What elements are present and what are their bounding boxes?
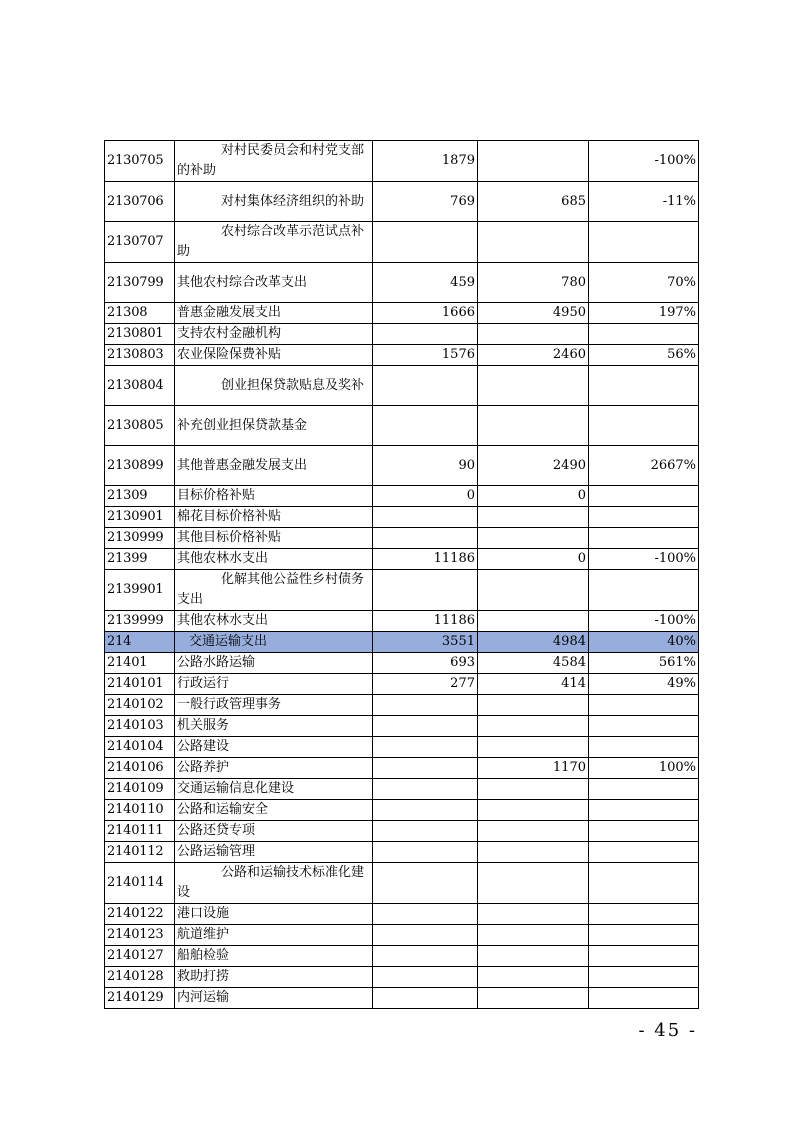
- current-year-value: [478, 946, 589, 967]
- item-code: 2140122: [105, 904, 175, 925]
- item-code: 2140114: [105, 863, 175, 904]
- item-name: 港口设施: [175, 904, 373, 925]
- item-code: 2139999: [105, 611, 175, 632]
- prior-year-value: [373, 800, 478, 821]
- prior-year-value: [373, 324, 478, 345]
- item-code: 2140101: [105, 674, 175, 695]
- item-name: 公路养护: [175, 758, 373, 779]
- prior-year-value: [373, 570, 478, 611]
- current-year-value: [478, 716, 589, 737]
- table-row: [105, 904, 699, 925]
- item-code: 2140102: [105, 695, 175, 716]
- prior-year-value: [373, 716, 478, 737]
- change-percent: [589, 366, 699, 406]
- current-year-value: [478, 967, 589, 988]
- item-code: 2130799: [105, 263, 175, 303]
- change-percent: 40%: [589, 632, 699, 653]
- item-code: 2140123: [105, 925, 175, 946]
- prior-year-value: [373, 904, 478, 925]
- item-code: 214: [105, 632, 175, 653]
- item-code: 2130705: [105, 141, 175, 182]
- prior-year-value: [373, 695, 478, 716]
- page-number: - 45 -: [638, 1020, 697, 1041]
- table-row: [105, 549, 699, 570]
- table-row: [105, 141, 699, 182]
- change-percent: [589, 528, 699, 549]
- item-name: 公路和运输安全: [175, 800, 373, 821]
- current-year-value: [478, 988, 589, 1009]
- table-row: [105, 446, 699, 486]
- change-percent: [589, 570, 699, 611]
- prior-year-value: 11186: [373, 611, 478, 632]
- change-percent: [589, 737, 699, 758]
- current-year-value: [478, 222, 589, 263]
- change-percent: [589, 842, 699, 863]
- item-name: 其他农林水支出: [175, 549, 373, 570]
- item-code: 2140106: [105, 758, 175, 779]
- prior-year-value: [373, 758, 478, 779]
- item-name: 交通运输信息化建设: [175, 779, 373, 800]
- budget-table: [104, 140, 699, 1009]
- prior-year-value: 769: [373, 182, 478, 222]
- table-row: [105, 737, 699, 758]
- prior-year-value: 1879: [373, 141, 478, 182]
- prior-year-value: 459: [373, 263, 478, 303]
- item-code: 2130899: [105, 446, 175, 486]
- change-percent: [589, 222, 699, 263]
- change-percent: 56%: [589, 345, 699, 366]
- current-year-value: [478, 842, 589, 863]
- prior-year-value: 3551: [373, 632, 478, 653]
- change-percent: -100%: [589, 611, 699, 632]
- item-name: 对村民委员会和村党支部的补助: [175, 141, 373, 182]
- current-year-value: 4584: [478, 653, 589, 674]
- current-year-value: [478, 406, 589, 446]
- item-code: 2140104: [105, 737, 175, 758]
- change-percent: 2667%: [589, 446, 699, 486]
- current-year-value: [478, 141, 589, 182]
- item-name: 目标价格补贴: [175, 486, 373, 507]
- item-code: 2139901: [105, 570, 175, 611]
- table-row: [105, 695, 699, 716]
- item-name: 支持农村金融机构: [175, 324, 373, 345]
- current-year-value: 4984: [478, 632, 589, 653]
- change-percent: [589, 925, 699, 946]
- current-year-value: [478, 695, 589, 716]
- current-year-value: 1170: [478, 758, 589, 779]
- current-year-value: [478, 863, 589, 904]
- prior-year-value: [373, 406, 478, 446]
- change-percent: [589, 946, 699, 967]
- item-name: 化解其他公益性乡村债务支出: [175, 570, 373, 611]
- item-code: 2140111: [105, 821, 175, 842]
- prior-year-value: 0: [373, 486, 478, 507]
- prior-year-value: [373, 842, 478, 863]
- current-year-value: [478, 904, 589, 925]
- item-code: 21401: [105, 653, 175, 674]
- current-year-value: 414: [478, 674, 589, 695]
- prior-year-value: 1576: [373, 345, 478, 366]
- item-code: 2140109: [105, 779, 175, 800]
- item-code: 2130901: [105, 507, 175, 528]
- prior-year-value: [373, 946, 478, 967]
- current-year-value: 685: [478, 182, 589, 222]
- table-row: [105, 222, 699, 263]
- item-code: 21309: [105, 486, 175, 507]
- current-year-value: [478, 779, 589, 800]
- change-percent: [589, 779, 699, 800]
- prior-year-value: [373, 507, 478, 528]
- current-year-value: 4950: [478, 303, 589, 324]
- item-name: 普惠金融发展支出: [175, 303, 373, 324]
- table-row: [105, 632, 699, 653]
- current-year-value: [478, 528, 589, 549]
- change-percent: [589, 988, 699, 1009]
- item-name: 农业保险保费补贴: [175, 345, 373, 366]
- current-year-value: [478, 507, 589, 528]
- item-code: 2130804: [105, 366, 175, 406]
- table-row: [105, 366, 699, 406]
- item-code: 2130805: [105, 406, 175, 446]
- item-code: 2130801: [105, 324, 175, 345]
- item-code: 2140112: [105, 842, 175, 863]
- table-row: [105, 821, 699, 842]
- prior-year-value: 11186: [373, 549, 478, 570]
- current-year-value: 0: [478, 549, 589, 570]
- table-row: [105, 345, 699, 366]
- current-year-value: [478, 611, 589, 632]
- change-percent: 70%: [589, 263, 699, 303]
- change-percent: [589, 695, 699, 716]
- prior-year-value: [373, 988, 478, 1009]
- item-code: 2140103: [105, 716, 175, 737]
- current-year-value: [478, 821, 589, 842]
- change-percent: [589, 324, 699, 345]
- table-row: [105, 674, 699, 695]
- prior-year-value: [373, 925, 478, 946]
- item-code: 2140128: [105, 967, 175, 988]
- change-percent: [589, 863, 699, 904]
- table-row: [105, 570, 699, 611]
- item-name: 机关服务: [175, 716, 373, 737]
- prior-year-value: [373, 222, 478, 263]
- current-year-value: [478, 925, 589, 946]
- change-percent: -100%: [589, 549, 699, 570]
- table-row: [105, 716, 699, 737]
- change-percent: [589, 967, 699, 988]
- item-code: 21399: [105, 549, 175, 570]
- table-row: [105, 779, 699, 800]
- prior-year-value: [373, 967, 478, 988]
- change-percent: [589, 406, 699, 446]
- budget-table-body: [105, 141, 699, 1009]
- change-percent: [589, 821, 699, 842]
- item-name: 棉花目标价格补贴: [175, 507, 373, 528]
- item-name: 农村综合改革示范试点补助: [175, 222, 373, 263]
- table-row: [105, 925, 699, 946]
- current-year-value: [478, 570, 589, 611]
- table-row: [105, 507, 699, 528]
- item-name: 对村集体经济组织的补助: [175, 182, 373, 222]
- prior-year-value: [373, 863, 478, 904]
- item-name: 公路水路运输: [175, 653, 373, 674]
- item-name: 公路还贷专项: [175, 821, 373, 842]
- current-year-value: [478, 800, 589, 821]
- table-row: [105, 653, 699, 674]
- item-name: 航道维护: [175, 925, 373, 946]
- item-code: 2130707: [105, 222, 175, 263]
- prior-year-value: [373, 779, 478, 800]
- item-code: 21308: [105, 303, 175, 324]
- prior-year-value: [373, 528, 478, 549]
- item-name: 行政运行: [175, 674, 373, 695]
- item-name: 其他普惠金融发展支出: [175, 446, 373, 486]
- table-row: [105, 486, 699, 507]
- prior-year-value: 277: [373, 674, 478, 695]
- item-code: 2140110: [105, 800, 175, 821]
- prior-year-value: 693: [373, 653, 478, 674]
- table-row: [105, 988, 699, 1009]
- item-name: 公路建设: [175, 737, 373, 758]
- item-code: 2140129: [105, 988, 175, 1009]
- item-name: 救助打捞: [175, 967, 373, 988]
- item-name: 其他目标价格补贴: [175, 528, 373, 549]
- table-row: [105, 800, 699, 821]
- item-name: 其他农林水支出: [175, 611, 373, 632]
- table-row: [105, 758, 699, 779]
- table-row: [105, 611, 699, 632]
- change-percent: -100%: [589, 141, 699, 182]
- current-year-value: 780: [478, 263, 589, 303]
- item-code: 2140127: [105, 946, 175, 967]
- table-row: [105, 303, 699, 324]
- change-percent: 561%: [589, 653, 699, 674]
- item-name: 其他农村综合改革支出: [175, 263, 373, 303]
- prior-year-value: 90: [373, 446, 478, 486]
- item-name: 创业担保贷款贴息及奖补: [175, 366, 373, 406]
- change-percent: [589, 507, 699, 528]
- item-name: 公路运输管理: [175, 842, 373, 863]
- current-year-value: 2460: [478, 345, 589, 366]
- current-year-value: 2490: [478, 446, 589, 486]
- table-row: [105, 406, 699, 446]
- current-year-value: 0: [478, 486, 589, 507]
- item-name: 交通运输支出: [175, 632, 373, 653]
- item-name: 船舶检验: [175, 946, 373, 967]
- table-row: [105, 182, 699, 222]
- table-row: [105, 863, 699, 904]
- change-percent: [589, 800, 699, 821]
- item-code: 2130803: [105, 345, 175, 366]
- table-row: [105, 842, 699, 863]
- change-percent: 197%: [589, 303, 699, 324]
- table-row: [105, 967, 699, 988]
- change-percent: [589, 486, 699, 507]
- current-year-value: [478, 324, 589, 345]
- change-percent: 49%: [589, 674, 699, 695]
- item-name: 一般行政管理事务: [175, 695, 373, 716]
- item-name: 公路和运输技术标准化建设: [175, 863, 373, 904]
- table-row: [105, 528, 699, 549]
- item-name: 内河运输: [175, 988, 373, 1009]
- item-name: 补充创业担保贷款基金: [175, 406, 373, 446]
- change-percent: [589, 716, 699, 737]
- prior-year-value: 1666: [373, 303, 478, 324]
- table-row: [105, 946, 699, 967]
- table-row: [105, 263, 699, 303]
- prior-year-value: [373, 821, 478, 842]
- current-year-value: [478, 366, 589, 406]
- item-code: 2130706: [105, 182, 175, 222]
- change-percent: -11%: [589, 182, 699, 222]
- prior-year-value: [373, 737, 478, 758]
- change-percent: [589, 904, 699, 925]
- prior-year-value: [373, 366, 478, 406]
- table-row: [105, 324, 699, 345]
- change-percent: 100%: [589, 758, 699, 779]
- current-year-value: [478, 737, 589, 758]
- item-code: 2130999: [105, 528, 175, 549]
